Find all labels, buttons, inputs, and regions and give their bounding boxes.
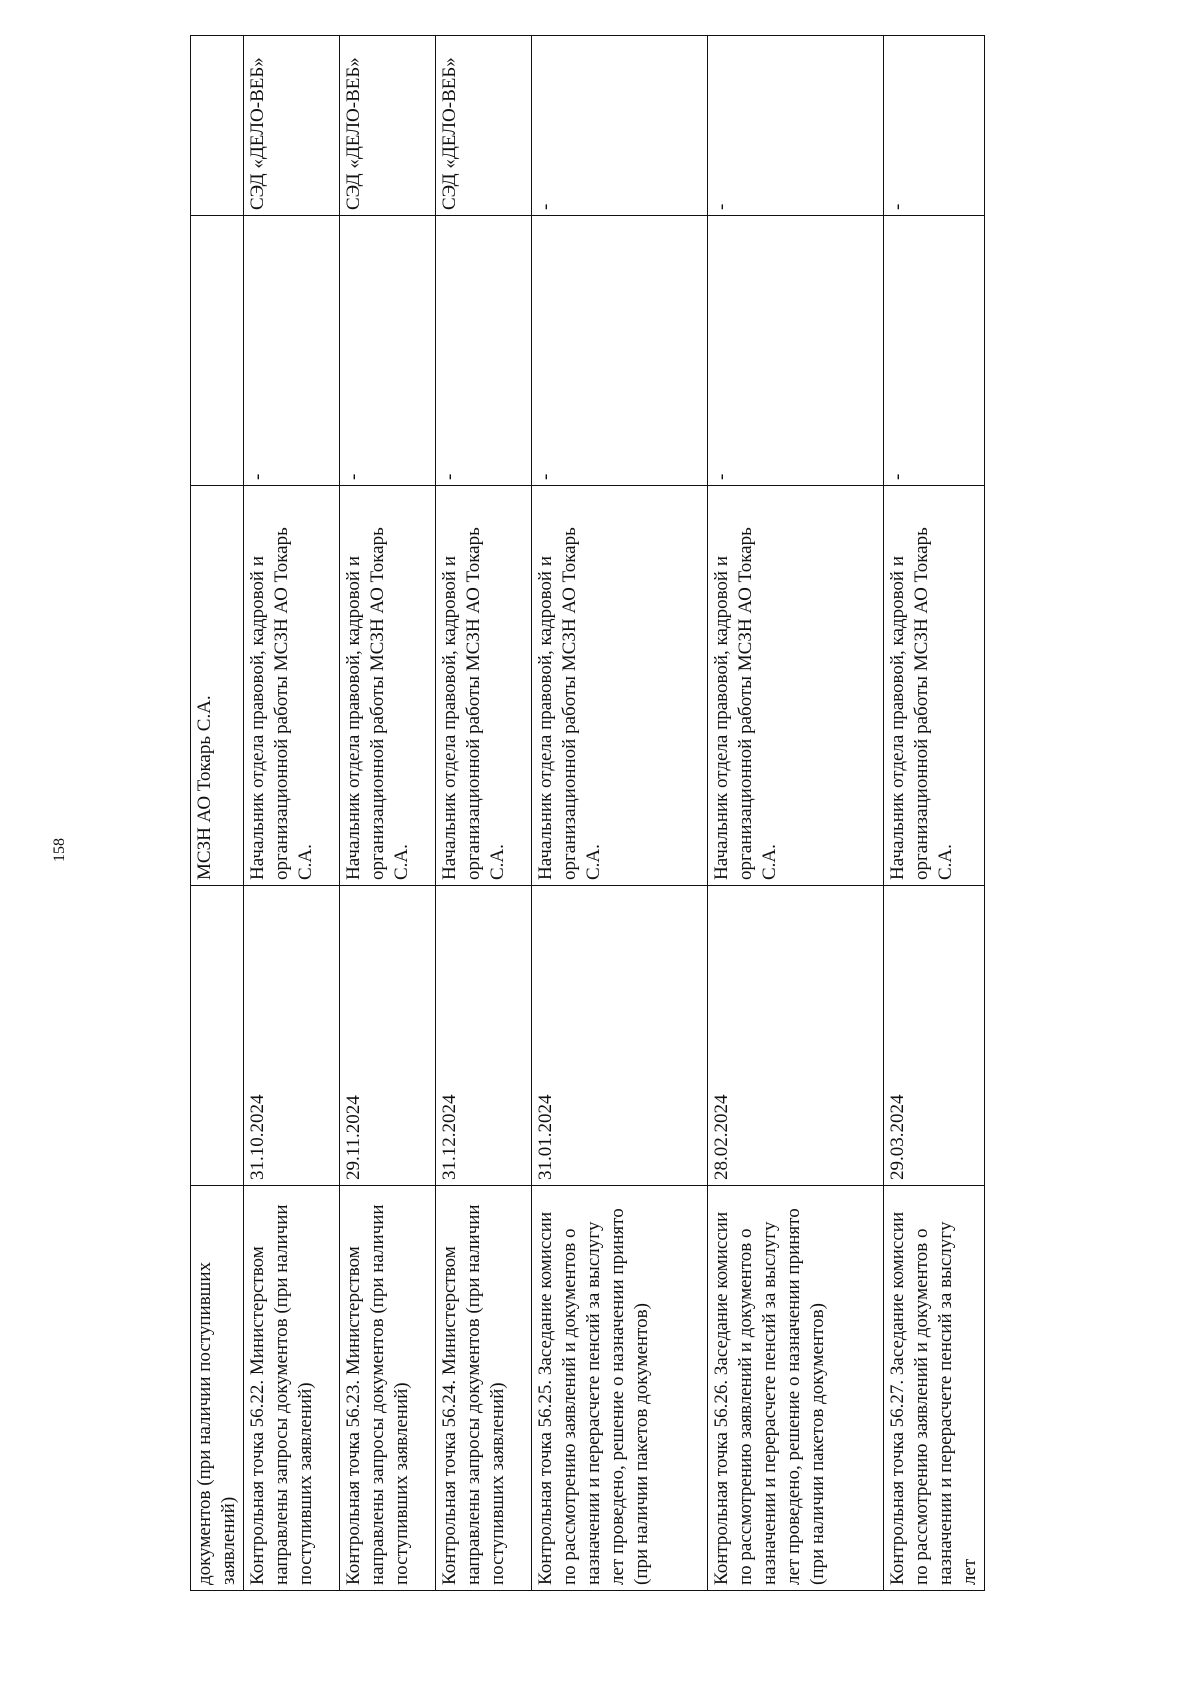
table-cell-date — [191, 886, 244, 1186]
table-cell-date: 31.01.2024 — [532, 886, 708, 1186]
table-row — [532, 36, 708, 1591]
table-cell-col4: - — [436, 216, 532, 486]
table-cell-event: Контрольная точка 56.27. Заседание комиссии по рассмотрению заявлений и документов о назначении и перерасчете пенсий за выслугу лет — [884, 1186, 985, 1591]
table-cell-date: 28.02.2024 — [708, 886, 884, 1186]
table-cell-col4: - — [532, 216, 708, 486]
table-cell-system: СЭД «ДЕЛО-ВЕБ» — [436, 36, 532, 216]
table-cell-date: 29.11.2024 — [340, 886, 436, 1186]
table-cell-system: СЭД «ДЕЛО-ВЕБ» — [340, 36, 436, 216]
table-row — [340, 36, 436, 1591]
table-cell-responsible: Начальник отдела правовой, кадровой и организационной работы МСЗН АО Токарь С.А. — [532, 486, 708, 886]
table-cell-system: - — [532, 36, 708, 216]
table-cell-event: Контрольная точка 56.23. Министерством направлены запросы документов (при наличии поступивших заявлений) — [340, 1186, 436, 1591]
table-cell-date: 31.10.2024 — [244, 886, 340, 1186]
control-points-table — [190, 35, 985, 1591]
table-cell-system: - — [708, 36, 884, 216]
table-row — [436, 36, 532, 1591]
table-cell-date: 29.03.2024 — [884, 886, 985, 1186]
table-row — [191, 36, 244, 1591]
table-cell-responsible: Начальник отдела правовой, кадровой и организационной работы МСЗН АО Токарь С.А. — [340, 486, 436, 886]
table-row — [708, 36, 884, 1591]
table-cell-responsible: Начальник отдела правовой, кадровой и организационной работы МСЗН АО Токарь С.А. — [884, 486, 985, 886]
table-cell-col4 — [191, 216, 244, 486]
table-cell-system — [191, 36, 244, 216]
table-cell-col4: - — [708, 216, 884, 486]
table-cell-col4: - — [884, 216, 985, 486]
table-cell-event: Контрольная точка 56.22. Министерством направлены запросы документов (при наличии поступивших заявлений) — [244, 1186, 340, 1591]
table-cell-col4: - — [244, 216, 340, 486]
table-row — [884, 36, 985, 1591]
table-cell-responsible: Начальник отдела правовой, кадровой и организационной работы МСЗН АО Токарь С.А. — [436, 486, 532, 886]
table-cell-event: Контрольная точка 56.24. Министерством направлены запросы документов (при наличии поступивших заявлений) — [436, 1186, 532, 1591]
table-cell-system: - — [884, 36, 985, 216]
table-cell-event: документов (при наличии поступивших заявлений) — [191, 1186, 244, 1591]
table-cell-col4: - — [340, 216, 436, 486]
table-row — [244, 36, 340, 1591]
table-cell-event: Контрольная точка 56.26. Заседание комиссии по рассмотрению заявлений и документов о назначении и перерасчете пенсий за выслугу лет проведено, решение о назначении принято (при наличии пакетов документов) — [708, 1186, 884, 1591]
table-cell-responsible: МСЗН АО Токарь С.А. — [191, 486, 244, 886]
table-cell-system: СЭД «ДЕЛО-ВЕБ» — [244, 36, 340, 216]
page-number: 158 — [51, 838, 68, 862]
table-cell-responsible: Начальник отдела правовой, кадровой и организационной работы МСЗН АО Токарь С.А. — [244, 486, 340, 886]
table-cell-responsible: Начальник отдела правовой, кадровой и организационной работы МСЗН АО Токарь С.А. — [708, 486, 884, 886]
table-cell-date: 31.12.2024 — [436, 886, 532, 1186]
table-cell-event: Контрольная точка 56.25. Заседание комиссии по рассмотрению заявлений и документов о назначении и перерасчете пенсий за выслугу лет проведено, решение о назначении принято (при наличии пакетов документов) — [532, 1186, 708, 1591]
